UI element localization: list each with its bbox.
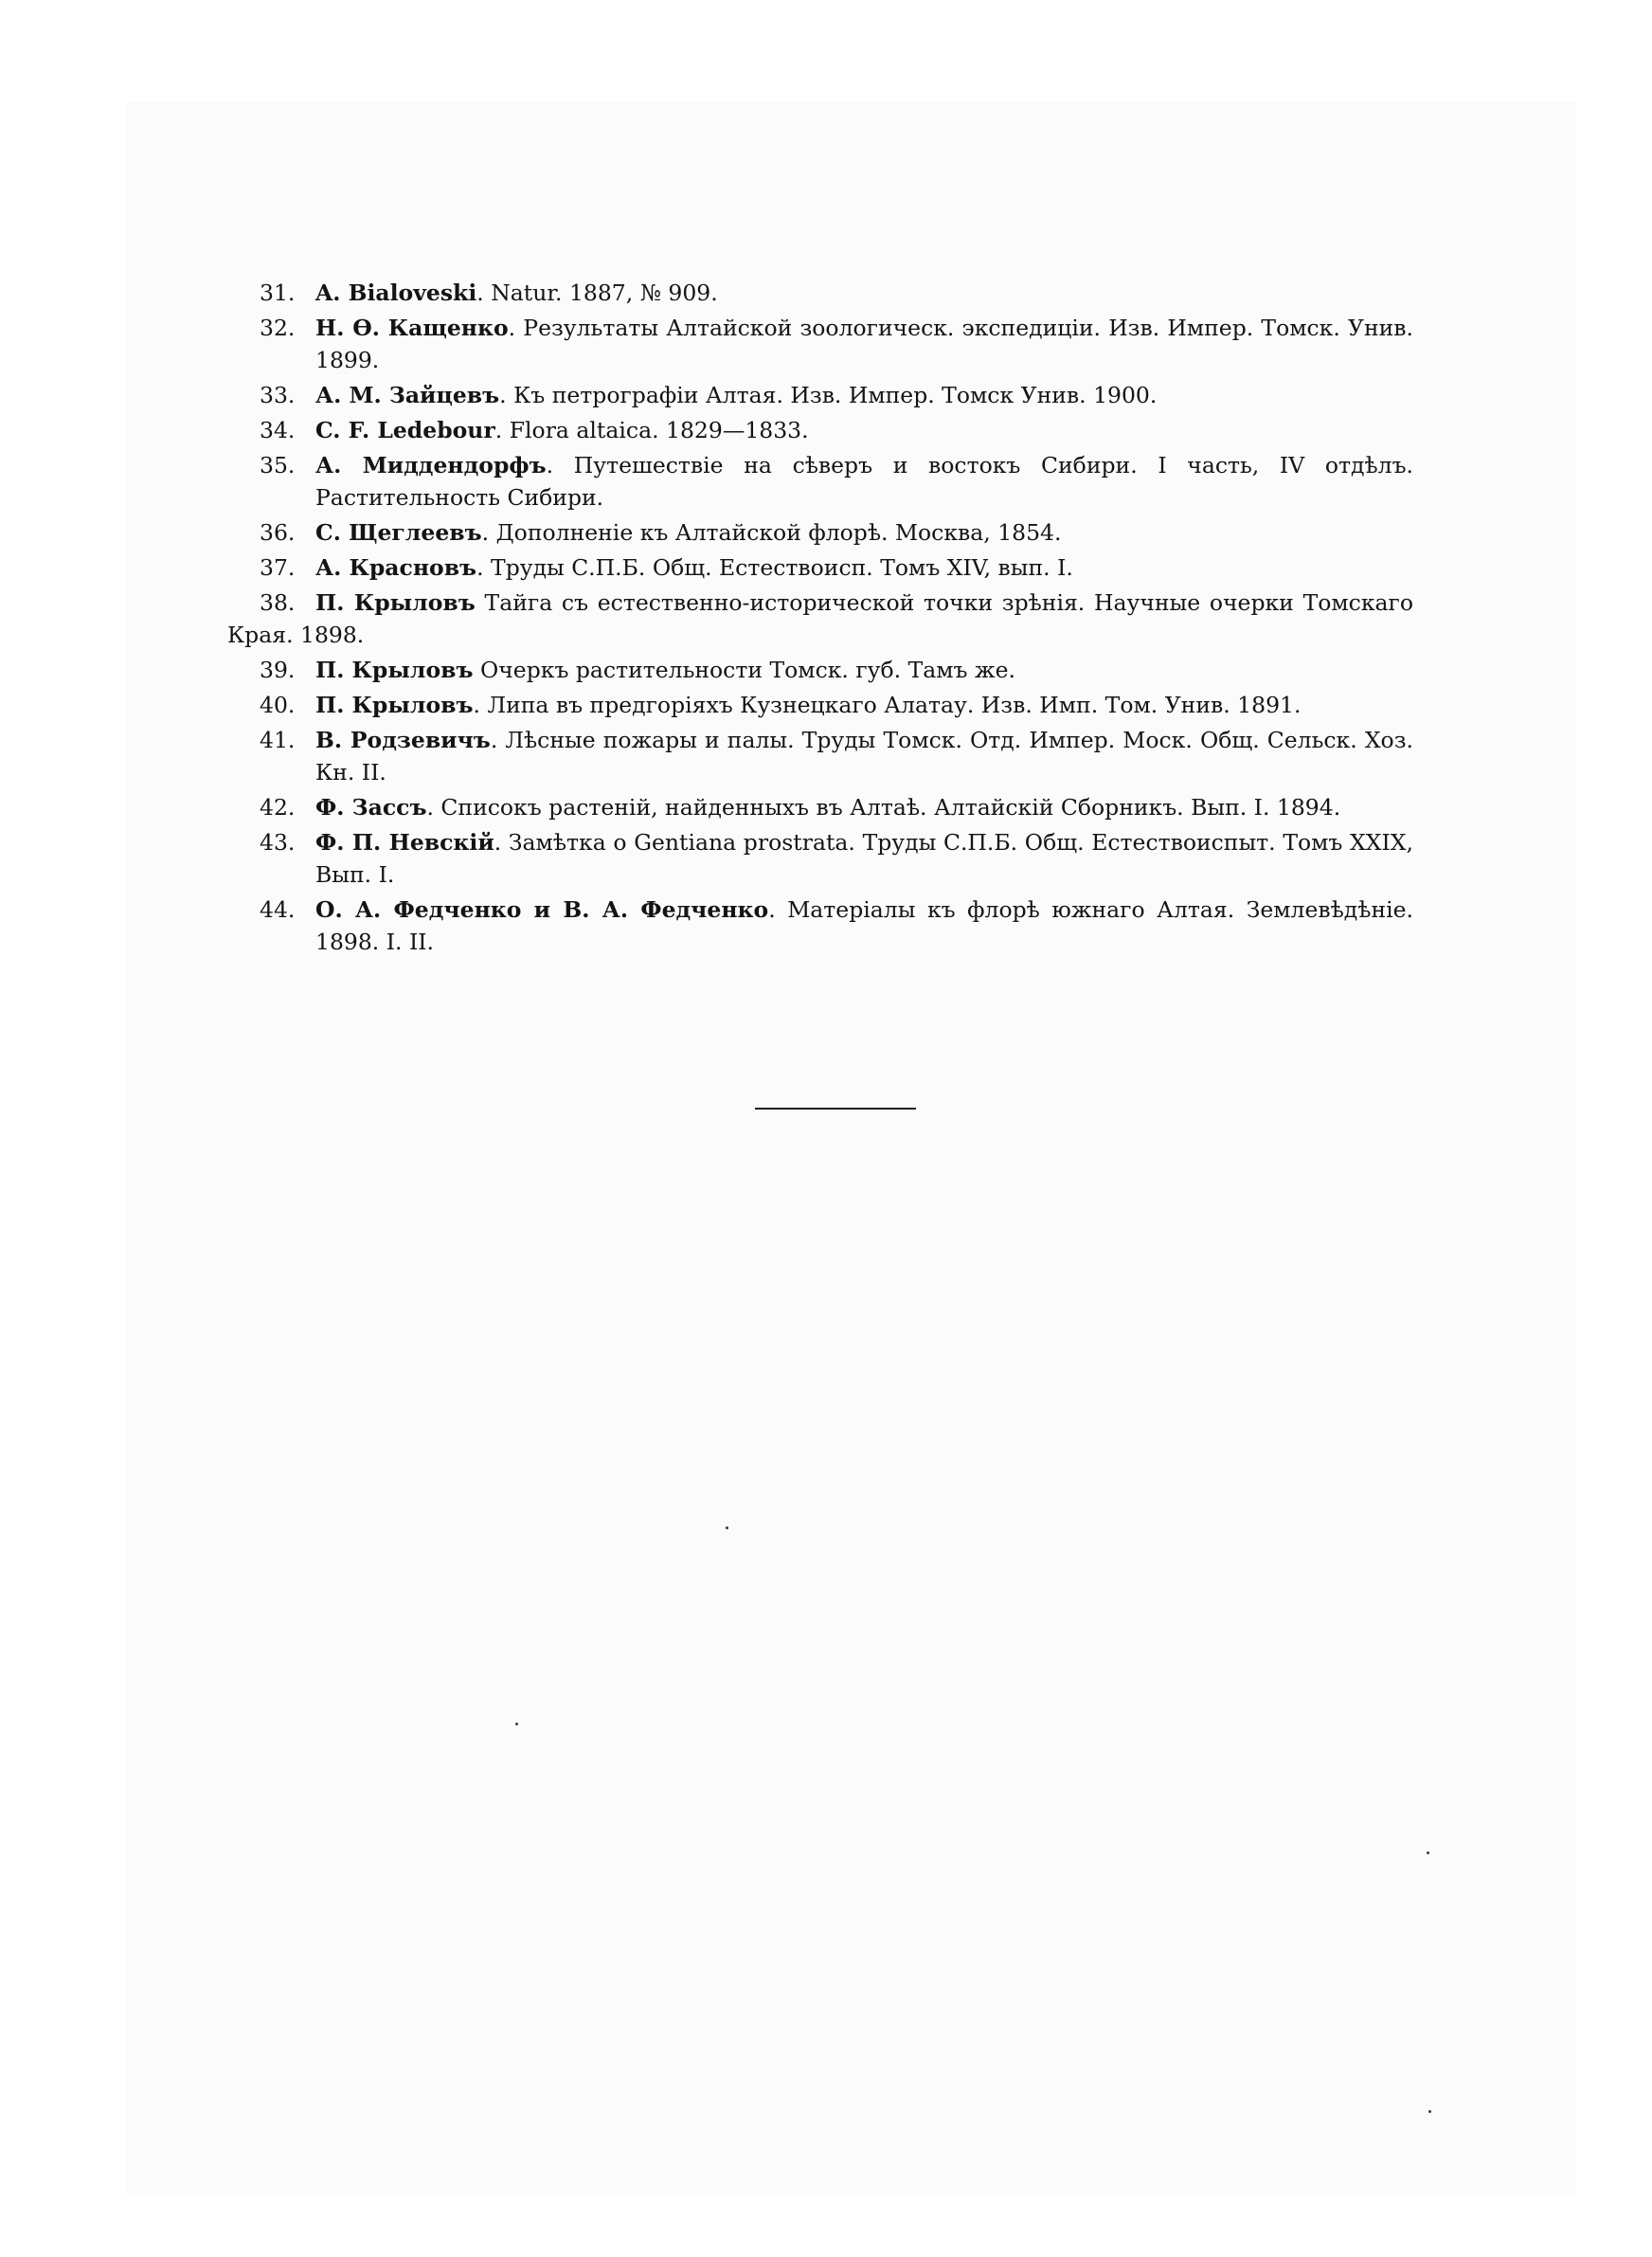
reference-item: [260, 449, 1413, 514]
print-speck: [515, 1723, 518, 1725]
reference-item: [260, 724, 1413, 788]
reference-text: . Путешествіе на сѣверъ и востокъ Сибири. I часть, IV отдѣлъ. Растительность Сибири.: [315, 452, 1413, 511]
reference-number: 33.: [260, 382, 296, 408]
reference-text: . Матеріалы къ флорѣ южнаго Алтая. Землевѣдѣніе. 1898. I. II.: [315, 896, 1413, 955]
reference-author: Ф. П. Невскій: [315, 829, 494, 856]
reference-number: 44.: [260, 896, 296, 923]
reference-text: . Лѣсные пожары и палы. Труды Томск. Отд. Импер. Моск. Общ. Сельск. Хоз. Кн. II.: [315, 727, 1413, 785]
reference-text: . Списокъ растеній, найденныхъ въ Алтаѣ. Алтайскій Сборникъ. Вып. I. 1894.: [426, 794, 1341, 821]
reference-text: . Замѣтка о Gentiana prostrata. Труды С.П.Б. Общ. Естествоиспыт. Томъ XXIX, Вып. I.: [315, 829, 1413, 888]
reference-author: С. Щеглеевъ: [315, 519, 482, 546]
reference-number: 34.: [260, 417, 296, 443]
reference-number: 35.: [260, 452, 296, 478]
reference-number: 41.: [260, 727, 296, 753]
reference-item: [260, 894, 1413, 958]
reference-author: П. Крыловъ: [315, 589, 476, 616]
reference-item: [260, 414, 1413, 446]
print-speck: [1427, 1851, 1429, 1854]
reference-text: . Результаты Алтайской зоологическ. экспедиціи. Изв. Импер. Томск. Унив. 1899.: [315, 315, 1413, 373]
reference-number: 42.: [260, 794, 296, 821]
reference-number: 43.: [260, 829, 296, 856]
reference-author: A. Bialoveski: [315, 280, 477, 306]
reference-author: А. М. Зайцевъ: [315, 382, 500, 408]
reference-number: 31.: [260, 280, 296, 306]
reference-text: Тайга съ естественно-исторической точки зрѣнія. Научные очерки Томскаго Края. 1898.: [227, 589, 1414, 648]
reference-item: [260, 551, 1413, 584]
reference-item: [260, 277, 1413, 309]
reference-author: C. F. Ledebour: [315, 417, 495, 443]
reference-number: 40.: [260, 692, 296, 718]
reference-text: . Липа въ предгоріяхъ Кузнецкаго Алатау. Изв. Имп. Том. Унив. 1891.: [473, 692, 1302, 718]
reference-text: . Natur. 1887, № 909.: [476, 280, 718, 306]
reference-item: [260, 516, 1413, 549]
reference-number: 37.: [260, 554, 296, 581]
reference-item: [260, 379, 1413, 411]
reference-number: 36.: [260, 519, 296, 546]
bibliography-list: [227, 277, 1414, 961]
reference-item: [227, 587, 1413, 651]
reference-number: 32.: [260, 315, 296, 341]
reference-author: А. Миддендорфъ: [315, 452, 547, 478]
reference-text: . Труды С.П.Б. Общ. Естествоисп. Томъ XIV, вып. I.: [476, 554, 1073, 581]
reference-text: . Flora altaica. 1829—1833.: [494, 417, 809, 443]
reference-text: . Къ петрографіи Алтая. Изв. Импер. Томск Унив. 1900.: [499, 382, 1158, 408]
reference-number: 38.: [260, 589, 296, 616]
print-speck: [1428, 2110, 1431, 2113]
reference-item: [260, 791, 1413, 823]
reference-item: [260, 689, 1413, 721]
reference-author: П. Крыловъ: [315, 657, 474, 683]
reference-item: [260, 312, 1413, 376]
reference-author: О. А. Федченко и В. А. Федченко: [315, 896, 769, 923]
reference-author: А. Красновъ: [315, 554, 477, 581]
reference-item: [260, 826, 1413, 891]
print-speck: [726, 1526, 728, 1529]
reference-item: [260, 654, 1413, 686]
section-divider: [755, 1108, 916, 1110]
reference-author: Н. Ѳ. Кащенко: [315, 315, 509, 341]
reference-number: 39.: [260, 657, 296, 683]
reference-text: . Дополненіе къ Алтайской флорѣ. Москва, 1854.: [481, 519, 1062, 546]
reference-author: В. Родзевичъ: [315, 727, 491, 753]
reference-author: Ф. Зассъ: [315, 794, 427, 821]
reference-text: Очеркъ растительности Томск. губ. Тамъ же.: [473, 657, 1015, 683]
reference-author: П. Крыловъ: [315, 692, 474, 718]
